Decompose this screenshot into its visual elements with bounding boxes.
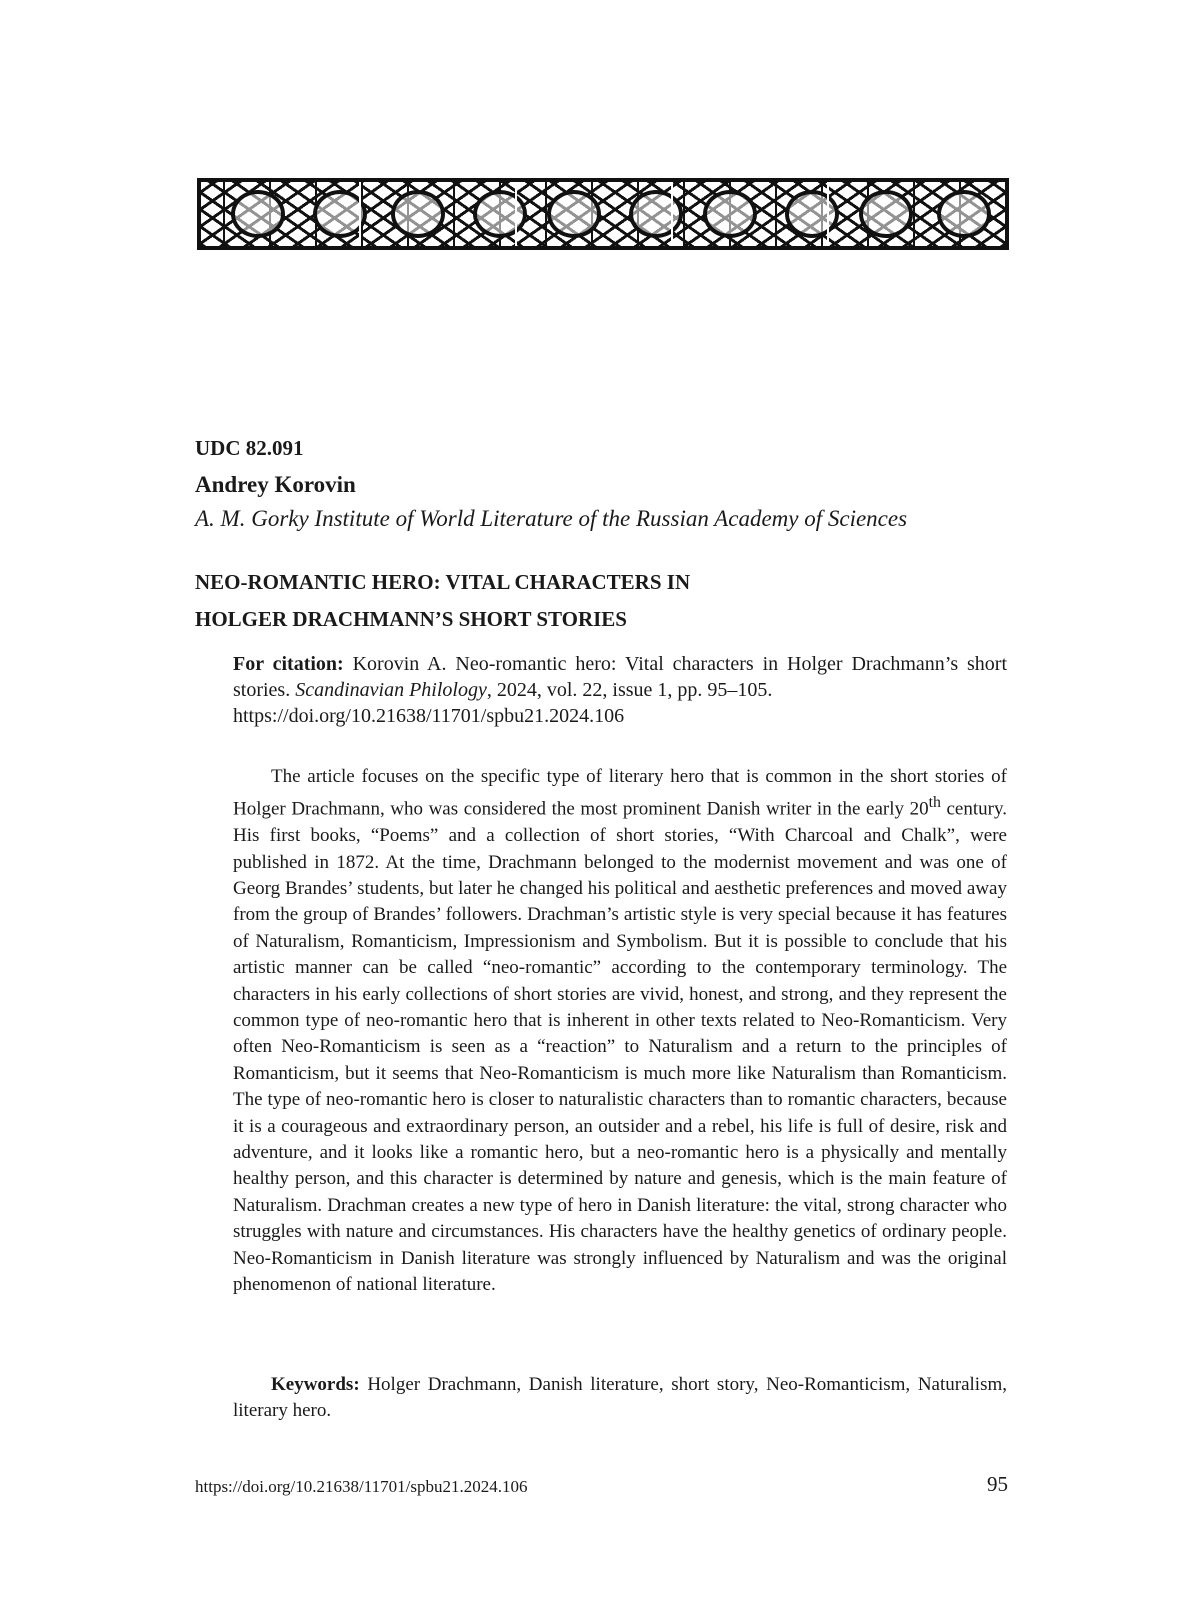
citation-block — [233, 651, 1007, 729]
keywords-label: Keywords: — [271, 1374, 360, 1395]
ornament-knot — [859, 190, 913, 238]
abstract-text: The article focuses on the specific type of literary hero that is common in the short stories of Holger Drachmann, who was considered the most prominent Danish writer in the early 20 — [233, 766, 1007, 820]
ornament-knot — [391, 190, 445, 238]
decorative-ornament-banner — [197, 178, 1009, 250]
ornament-knot — [785, 190, 839, 238]
citation-doi-link[interactable]: https://doi.org/10.21638/11701/spbu21.2024.106 — [233, 705, 625, 727]
title-line: HOLGER DRACHMANN’S SHORT STORIES — [195, 607, 627, 631]
ornament-divider — [671, 182, 673, 246]
citation-label: For citation: — [233, 653, 344, 675]
footer-doi-link[interactable]: https://doi.org/10.21638/11701/spbu21.2024.106 — [195, 1477, 528, 1496]
author-affiliation: A. M. Gorky Institute of World Literature of the Russian Academy of Sciences — [195, 506, 908, 531]
ornament-knot — [629, 190, 683, 238]
udc-code: UDC 82.091 — [195, 436, 304, 460]
citation-details: , 2024, vol. 22, issue 1, pp. 95–105. — [486, 679, 773, 701]
abstract-text-continued: century. His first books, “Poems” and a collection of short stories, “With Charcoal and Chalk”, were published in 1872. At the time, Drachmann belonged to the modernist movement and was one of Georg Brandes’ students, but later he changed his political and aesthetic preferences and moved away from the group of Brandes’ followers. Drachman’s artistic style is very special because it has features of Naturalism, Romanticism, Impressionism and Symbolism. But it is possible to conclude that his artistic manner can be called “neo-romantic” according to the contemporary terminology. The characters in his early collections of short stories are vivid, honest, and strong, and they represent the common type of neo-romantic hero that is inherent in other texts related to Neo-Romanticism. Very often Neo-Romanticism is seen as a “reaction” to Naturalism and a return to the principles of Romanticism, but it seems that Neo-Romanticism is much more like Naturalism than Romanticism. The type of neo-romantic hero is closer to naturalistic characters than to romantic characters, because it is a courageous and extraordinary person, an outsider and a rebel, his life is full of desire, risk and adventure, and it looks like a romantic hero, but a neo-romantic hero is a physically and mentally healthy person, and this character is determined by nature and genesis, which is the main feature of Naturalism. Drachman creates a new type of hero in Danish literature: the vital, strong character who struggles with nature and circumstances. His characters have the healthy genetics of ordinary people. Neo-Romanticism in Danish literature was strongly influenced by Naturalism and was the original phenomenon of national literature. — [233, 798, 1007, 1296]
page-number: 95 — [987, 1472, 1008, 1496]
journal-name: Scandinavian Philology — [295, 679, 487, 701]
ornament-divider — [359, 182, 361, 246]
citation-text: Korovin A. Neo-romantic hero: Vital characters in Holger Drachmann’s short stories. — [233, 653, 1007, 701]
keywords-list: Holger Drachmann, Danish literature, short story, Neo-Romanticism, Naturalism, literary hero. — [233, 1374, 1007, 1422]
abstract-paragraph — [233, 764, 1007, 1298]
ornament-knot — [703, 190, 757, 238]
abstract-superscript: th — [928, 794, 941, 812]
title-line: NEO-ROMANTIC HERO: VITAL CHARACTERS IN — [195, 570, 691, 594]
ornament-divider — [827, 182, 829, 246]
ornament-knot — [231, 190, 285, 238]
ornament-knot — [547, 190, 601, 238]
article-title — [195, 564, 690, 638]
ornament-knot — [937, 190, 991, 238]
keywords-paragraph — [233, 1372, 1007, 1425]
ornament-knot — [473, 190, 527, 238]
ornament-divider — [515, 182, 517, 246]
author-name: Andrey Korovin — [195, 472, 356, 497]
